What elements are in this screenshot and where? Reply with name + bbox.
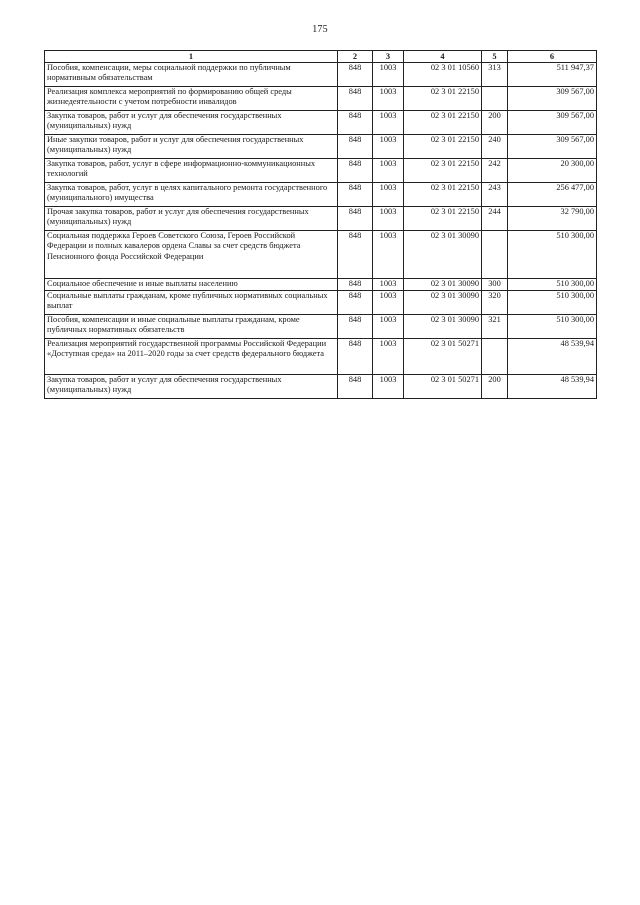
cell-name: Закупка товаров, работ и услуг для обеспечения государственных (муниципальных) нужд — [45, 111, 338, 135]
cell-kind: 200 — [482, 375, 508, 399]
cell-section: 1003 — [373, 207, 404, 231]
cell-name: Социальные выплаты гражданам, кроме публичных нормативных социальных выплат — [45, 291, 338, 315]
cell-name: Прочая закупка товаров, работ и услуг для обеспечения государственных (муниципальных) нужд — [45, 207, 338, 231]
cell-target: 02 3 01 22150 — [404, 183, 482, 207]
cell-code: 848 — [338, 375, 373, 399]
table-row — [45, 279, 597, 291]
cell-kind: 244 — [482, 207, 508, 231]
table-row — [45, 183, 597, 207]
cell-section: 1003 — [373, 339, 404, 375]
cell-amount: 48 539,94 — [508, 375, 597, 399]
cell-section: 1003 — [373, 159, 404, 183]
cell-target: 02 3 01 22150 — [404, 207, 482, 231]
table-row — [45, 291, 597, 315]
table-body — [45, 63, 597, 399]
cell-code: 848 — [338, 135, 373, 159]
cell-amount: 511 947,37 — [508, 63, 597, 87]
cell-kind — [482, 87, 508, 111]
cell-target: 02 3 01 10560 — [404, 63, 482, 87]
cell-amount: 20 300,00 — [508, 159, 597, 183]
table-row — [45, 339, 597, 375]
column-header-kind: 5 — [482, 51, 508, 63]
budget-table — [44, 50, 597, 399]
table-row — [45, 63, 597, 87]
column-header-target: 4 — [404, 51, 482, 63]
cell-code: 848 — [338, 87, 373, 111]
cell-target: 02 3 01 22150 — [404, 135, 482, 159]
cell-section: 1003 — [373, 135, 404, 159]
cell-kind: 240 — [482, 135, 508, 159]
cell-name: Иные закупки товаров, работ и услуг для обеспечения государственных (муниципальных) нужд — [45, 135, 338, 159]
cell-target: 02 3 01 50271 — [404, 339, 482, 375]
table-row — [45, 231, 597, 279]
cell-amount: 256 477,00 — [508, 183, 597, 207]
cell-code: 848 — [338, 63, 373, 87]
cell-section: 1003 — [373, 183, 404, 207]
cell-name: Реализация комплекса мероприятий по формированию общей среды жизнедеятельности с учетом потребности инвалидов — [45, 87, 338, 111]
cell-name: Реализация мероприятий государственной программы Российской Федерации «Доступная среда» на 2011–2020 годы за счет средств федерального бюджета — [45, 339, 338, 375]
cell-kind: 300 — [482, 279, 508, 291]
cell-target: 02 3 01 22150 — [404, 159, 482, 183]
cell-amount: 510 300,00 — [508, 279, 597, 291]
cell-code: 848 — [338, 159, 373, 183]
cell-target: 02 3 01 50271 — [404, 375, 482, 399]
cell-amount: 309 567,00 — [508, 111, 597, 135]
cell-amount: 309 567,00 — [508, 135, 597, 159]
cell-amount: 510 300,00 — [508, 291, 597, 315]
table-row — [45, 207, 597, 231]
cell-amount: 309 567,00 — [508, 87, 597, 111]
cell-target: 02 3 01 30090 — [404, 279, 482, 291]
cell-section: 1003 — [373, 279, 404, 291]
cell-code: 848 — [338, 279, 373, 291]
cell-code: 848 — [338, 183, 373, 207]
cell-code: 848 — [338, 291, 373, 315]
column-header-amount: 6 — [508, 51, 597, 63]
cell-name: Закупка товаров, работ, услуг в целях капитального ремонта государственного (муниципального) имущества — [45, 183, 338, 207]
cell-amount: 48 539,94 — [508, 339, 597, 375]
cell-code: 848 — [338, 339, 373, 375]
cell-kind: 200 — [482, 111, 508, 135]
cell-amount: 32 790,00 — [508, 207, 597, 231]
cell-target: 02 3 01 30090 — [404, 315, 482, 339]
cell-target: 02 3 01 30090 — [404, 231, 482, 279]
cell-code: 848 — [338, 111, 373, 135]
cell-kind: 243 — [482, 183, 508, 207]
cell-section: 1003 — [373, 111, 404, 135]
page-number: 175 — [312, 24, 328, 35]
cell-target: 02 3 01 22150 — [404, 87, 482, 111]
table-row — [45, 375, 597, 399]
cell-name: Социальная поддержка Героев Советского Союза, Героев Российской Федерации и полных кавалеров ордена Славы за счет средств бюджета Пенсионного фонда Российской Федерации — [45, 231, 338, 279]
cell-code: 848 — [338, 315, 373, 339]
cell-section: 1003 — [373, 63, 404, 87]
table-row — [45, 315, 597, 339]
cell-target: 02 3 01 30090 — [404, 291, 482, 315]
cell-section: 1003 — [373, 291, 404, 315]
cell-kind: 313 — [482, 63, 508, 87]
cell-amount: 510 300,00 — [508, 231, 597, 279]
cell-section: 1003 — [373, 87, 404, 111]
cell-amount: 510 300,00 — [508, 315, 597, 339]
cell-name: Закупка товаров, работ, услуг в сфере информационно-коммуникационных технологий — [45, 159, 338, 183]
table-row — [45, 111, 597, 135]
table-row — [45, 87, 597, 111]
cell-kind — [482, 231, 508, 279]
cell-section: 1003 — [373, 231, 404, 279]
table-header-row — [45, 51, 597, 63]
cell-kind — [482, 339, 508, 375]
table-row — [45, 159, 597, 183]
column-header-name: 1 — [45, 51, 338, 63]
table-row — [45, 135, 597, 159]
column-header-code: 2 — [338, 51, 373, 63]
cell-section: 1003 — [373, 375, 404, 399]
cell-name: Пособия, компенсации и иные социальные выплаты гражданам, кроме публичных нормативных обязательств — [45, 315, 338, 339]
cell-name: Пособия, компенсации, меры социальной поддержки по публичным нормативным обязательствам — [45, 63, 338, 87]
cell-target: 02 3 01 22150 — [404, 111, 482, 135]
cell-code: 848 — [338, 207, 373, 231]
cell-kind: 242 — [482, 159, 508, 183]
cell-section: 1003 — [373, 315, 404, 339]
cell-name: Социальное обеспечение и иные выплаты населению — [45, 279, 338, 291]
cell-kind: 320 — [482, 291, 508, 315]
cell-name: Закупка товаров, работ и услуг для обеспечения государственных (муниципальных) нужд — [45, 375, 338, 399]
cell-code: 848 — [338, 231, 373, 279]
cell-kind: 321 — [482, 315, 508, 339]
column-header-section: 3 — [373, 51, 404, 63]
